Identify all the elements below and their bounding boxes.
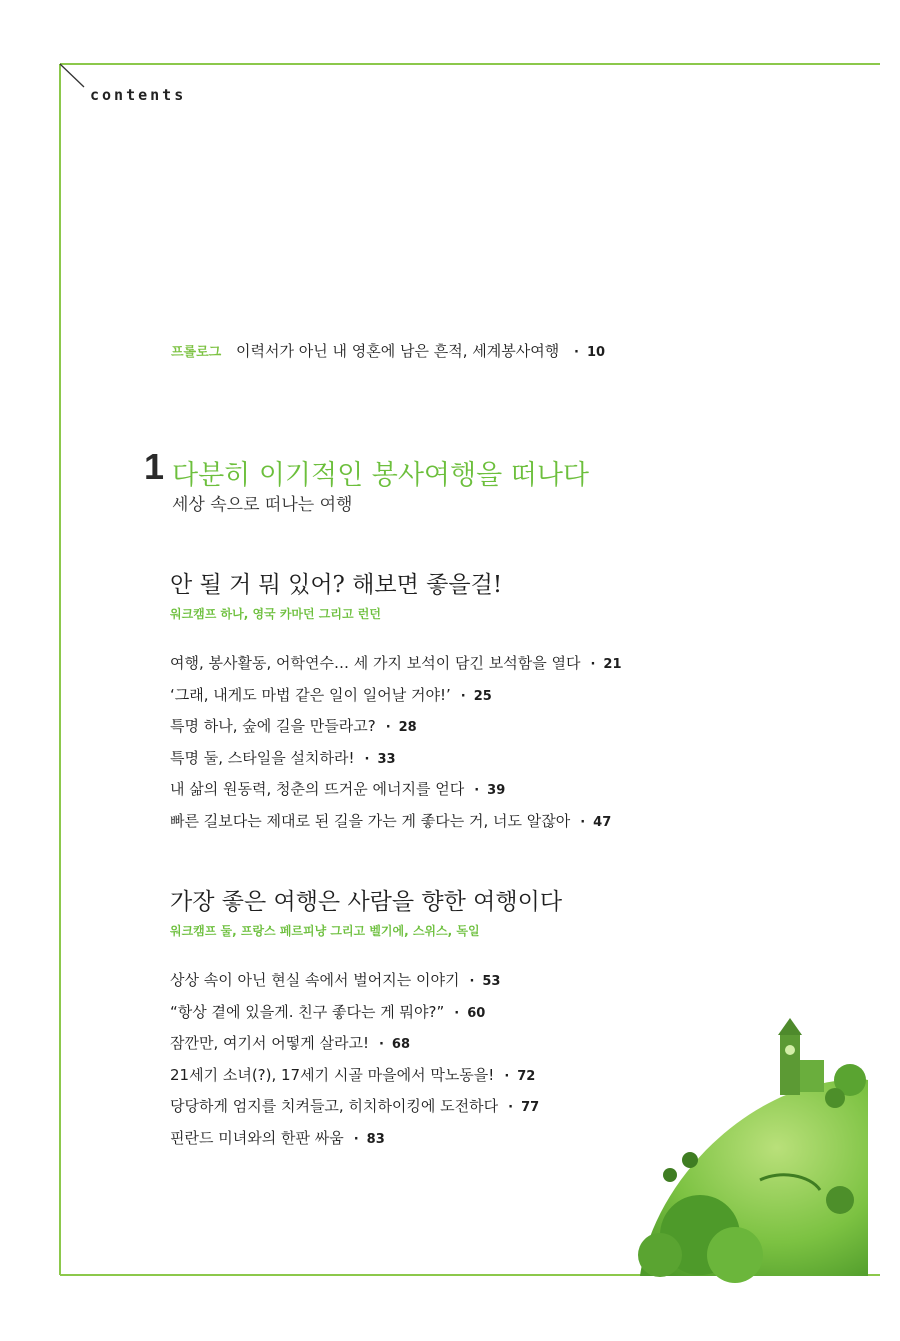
section-subtitle: 워크캠프 하나, 영국 카마던 그리고 런던 xyxy=(170,607,381,621)
toc-entry[interactable]: “항상 곁에 있을게. 친구 좋다는 게 뭐야?” · 60 xyxy=(170,1002,486,1021)
chapter-number: 1 xyxy=(144,446,165,487)
chapter-title: 다분히 이기적인 봉사여행을 떠나다 xyxy=(172,460,589,491)
toc-entry[interactable]: 내 삶의 원동력, 청춘의 뜨거운 에너지를 얻다 · 39 xyxy=(170,780,506,798)
prologue-title: 이력서가 아닌 내 영혼에 남은 흔적, 세계봉사여행 xyxy=(236,342,560,360)
page-number: · 33 xyxy=(364,751,396,767)
toc-entry[interactable]: 상상 속이 아닌 현실 속에서 벌어지는 이야기 · 53 xyxy=(170,971,501,989)
page-number: · 60 xyxy=(454,1005,486,1021)
section-title: 가장 좋은 여행은 사람을 향한 여행이다 xyxy=(170,889,563,915)
page-number: · 28 xyxy=(385,720,417,735)
chapter-subtitle: 세상 속으로 떠나는 여행 xyxy=(172,495,353,515)
page-number: · 53 xyxy=(469,974,501,989)
toc-entry[interactable]: 잠깐만, 여기서 어떻게 살라고! · 68 xyxy=(170,1034,411,1052)
page-number: · 68 xyxy=(378,1037,411,1052)
page-number: · 47 xyxy=(580,814,612,830)
contents-label: contents xyxy=(90,86,187,104)
page-number: · 25 xyxy=(460,688,492,704)
toc-entry[interactable]: 당당하게 엄지를 치켜들고, 히치하이킹에 도전하다 · 77 xyxy=(170,1097,540,1115)
toc-entry[interactable]: 특명 하나, 숲에 길을 만들라고? · 28 xyxy=(170,717,417,735)
page-number: · 72 xyxy=(504,1068,536,1084)
page-number: · 77 xyxy=(508,1100,540,1115)
toc-entry[interactable]: 21세기 소녀(?), 17세기 시골 마을에서 막노동을! · 72 xyxy=(170,1065,536,1084)
page-number: · 21 xyxy=(590,657,622,672)
toc-entry[interactable]: ‘그래, 내게도 마법 같은 일이 일어날 거야!’ · 25 xyxy=(170,685,492,704)
prologue-tag: 프롤로그 xyxy=(171,345,222,360)
section-title: 안 될 거 뭐 있어? 해보면 좋을걸! xyxy=(170,572,503,598)
toc-entry[interactable]: 핀란드 미녀와의 한판 싸움 · 83 xyxy=(170,1128,385,1147)
page-number: · 10 xyxy=(573,345,606,360)
toc-entry[interactable]: 빠른 길보다는 제대로 된 길을 가는 게 좋다는 거, 너도 알잖아 · 47 xyxy=(170,811,612,830)
page-number: · 39 xyxy=(474,783,506,798)
toc-entry[interactable]: 여행, 봉사활동, 어학연수… 세 가지 보석이 담긴 보석함을 열다 · 21 xyxy=(170,654,622,672)
toc-entry[interactable]: 특명 둘, 스타일을 설치하라! · 33 xyxy=(170,748,396,767)
section-subtitle: 워크캠프 둘, 프랑스 페르피냥 그리고 벨기에, 스위스, 독일 xyxy=(170,924,480,938)
page-number: · 83 xyxy=(353,1131,385,1147)
